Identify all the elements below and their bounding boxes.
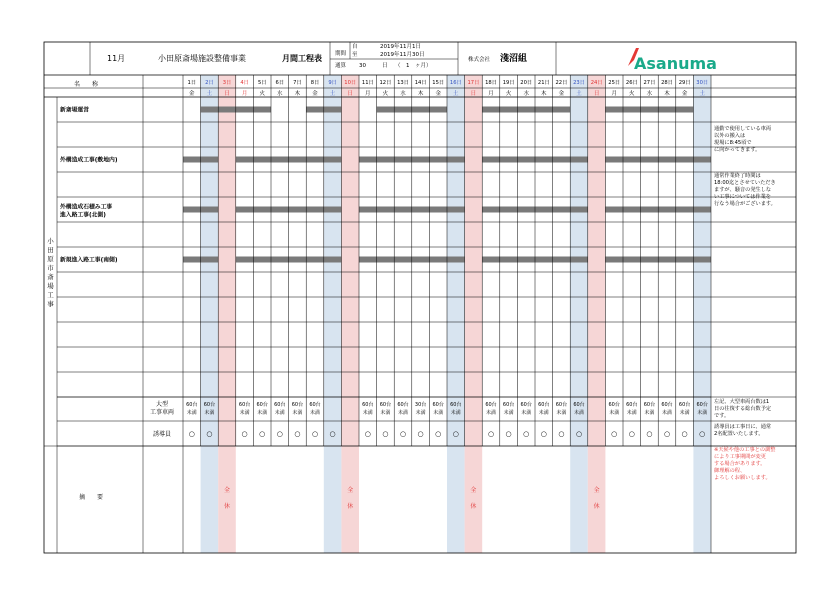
- guard-mark: ○: [558, 430, 565, 438]
- weekday-label: 月: [611, 91, 617, 97]
- day-number: 10日: [344, 80, 357, 86]
- total-label: 通算: [335, 63, 347, 69]
- note-line: する場合があります。: [714, 461, 766, 467]
- weekday-label: 日: [593, 91, 600, 97]
- guard-mark: ○: [628, 430, 635, 438]
- day-number: 8日: [310, 80, 320, 86]
- note-line: です。: [714, 413, 730, 419]
- truck-unit: 未満: [257, 410, 268, 416]
- day-number: 2日: [205, 80, 214, 86]
- note-line: 現場に8:45頃で: [714, 140, 752, 146]
- side-label-char: 小: [47, 237, 54, 245]
- weekend-column: [693, 75, 711, 553]
- note-line: い工事については作業を: [714, 194, 771, 200]
- truck-count: 60台: [485, 402, 497, 408]
- truck-count: 60台: [643, 402, 656, 408]
- day-number: 28日: [661, 80, 673, 86]
- guard-mark: ○: [241, 430, 248, 438]
- weekday-label: 火: [259, 91, 265, 97]
- task-label: 外構造成石積み工事: [60, 204, 113, 211]
- guard-mark: ○: [575, 430, 583, 438]
- guard-mark: ○: [188, 430, 195, 438]
- truck-count: 30台: [414, 402, 427, 408]
- truck-unit: 未満: [186, 410, 197, 416]
- weekday-label: 金: [681, 91, 688, 97]
- closure-char: 全: [470, 487, 477, 494]
- guard-label: 誘導員: [152, 431, 172, 438]
- weekend-column: [570, 75, 588, 553]
- day-number: 6日: [275, 80, 285, 86]
- guard-mark: ○: [663, 430, 671, 438]
- truck-unit: 未満: [450, 410, 461, 416]
- task-bar: [605, 107, 693, 113]
- truck-count: 60台: [450, 402, 462, 408]
- truck-count: 60台: [696, 402, 708, 408]
- months-text: （ 1 ヶ月）: [395, 63, 432, 69]
- weekday-label: 火: [505, 91, 512, 97]
- day-number: 16日: [449, 80, 462, 86]
- note-line: 御理解の程、: [714, 468, 746, 474]
- weekend-column: [588, 75, 606, 553]
- side-label-char: 工: [47, 291, 54, 299]
- weekday-label: 日: [347, 91, 353, 97]
- truck-count: 60台: [608, 402, 620, 408]
- weekday-label: 日: [224, 91, 230, 97]
- guard-mark: ○: [276, 430, 283, 438]
- project-name: 小田原斎場施設整備事業: [158, 54, 246, 63]
- closure-char: 休: [223, 503, 231, 510]
- truck-count: 60台: [573, 402, 585, 408]
- truck-unit: 未満: [521, 410, 532, 416]
- guard-mark: ○: [699, 430, 706, 438]
- truck-unit: 未満: [380, 410, 391, 416]
- weekend-column: [218, 75, 236, 553]
- day-number: 1日: [187, 80, 197, 86]
- day-number: 25日: [608, 80, 621, 86]
- total-days: 30: [359, 63, 366, 69]
- weekday-label: 土: [453, 91, 459, 97]
- truck-unit: 未満: [309, 410, 321, 416]
- weekday-label: 金: [312, 91, 318, 97]
- task-label: 外構造成工事(敷地内): [60, 157, 118, 164]
- truck-count: 60台: [538, 402, 550, 408]
- day-number: 15日: [432, 80, 445, 86]
- weekday-label: 木: [294, 91, 301, 97]
- guard-mark: ○: [452, 430, 459, 438]
- note-line: 左記、大型車両台数は1: [714, 399, 770, 405]
- side-label-char: 斎: [47, 273, 54, 281]
- guard-mark: ○: [646, 430, 653, 438]
- day-number: 30日: [696, 80, 709, 86]
- day-number: 24日: [590, 80, 603, 86]
- truck-unit: 未満: [626, 410, 637, 416]
- weekday-label: 日: [470, 91, 477, 97]
- truck-unit: 未満: [661, 410, 673, 416]
- name-column-label: 名 称: [74, 81, 99, 88]
- day-number: 26日: [625, 80, 638, 86]
- note-line: 2名配置いたします。: [714, 431, 764, 437]
- guard-mark: ○: [311, 430, 319, 438]
- weekday-label: 土: [206, 91, 213, 97]
- truck-unit: 未満: [239, 410, 250, 416]
- truck-unit: 未満: [485, 410, 497, 416]
- day-number: 12日: [379, 80, 392, 86]
- weekday-label: 火: [382, 91, 389, 97]
- truck-unit: 未満: [274, 410, 285, 416]
- weekday-label: 木: [664, 91, 670, 97]
- day-number: 5日: [257, 80, 267, 86]
- weekend-column: [465, 75, 483, 553]
- weekend-column: [324, 75, 342, 553]
- day-number: 29日: [678, 80, 691, 86]
- truck-unit: 未満: [697, 410, 708, 416]
- truck-unit: 未満: [397, 410, 409, 416]
- guard-mark: ○: [487, 430, 495, 438]
- note-line: ますが、騒音の発生しな: [714, 187, 772, 193]
- weekday-label: 水: [277, 91, 283, 97]
- guard-mark: ○: [681, 430, 688, 438]
- guard-mark: ○: [540, 430, 547, 438]
- closure-char: 全: [593, 487, 600, 494]
- weekday-label: 土: [576, 91, 582, 97]
- guard-mark: ○: [206, 430, 213, 438]
- month-label: 11月: [107, 54, 126, 63]
- day-number: 18日: [485, 80, 497, 86]
- day-number: 19日: [502, 80, 515, 86]
- note-line: よろしくお願いします。: [714, 475, 771, 481]
- truck-unit: 未満: [679, 410, 690, 416]
- side-label-char: 事: [47, 300, 54, 308]
- truck-count: 60台: [432, 402, 444, 408]
- note-line: に向かってきます。: [714, 147, 761, 153]
- weekday-label: 金: [189, 91, 195, 97]
- side-label-char: 原: [47, 255, 54, 263]
- closure-char: 全: [223, 487, 231, 494]
- weekday-label: 金: [435, 91, 441, 97]
- side-label-char: 市: [47, 264, 54, 272]
- to-label: 至: [352, 52, 358, 58]
- task-label: 新規進入路工事(南側): [60, 257, 118, 264]
- truck-unit: 未満: [538, 410, 549, 416]
- truck-unit: 未満: [362, 410, 373, 416]
- logo-text: Asanuma: [634, 54, 717, 73]
- truck-count: 60台: [397, 402, 409, 408]
- truck-unit: 未満: [415, 410, 426, 416]
- side-label-char: 田: [47, 246, 54, 254]
- truck-count: 60台: [502, 402, 515, 408]
- guard-mark: ○: [399, 430, 407, 438]
- note-line: により工事期間が変更: [714, 454, 766, 460]
- guard-mark: ○: [259, 430, 266, 438]
- closure-char: 休: [347, 503, 354, 510]
- day-number: 22日: [555, 80, 568, 86]
- guard-mark: ○: [523, 430, 530, 438]
- truck-count: 60台: [661, 402, 673, 408]
- remarks-label: 摘 要: [79, 494, 104, 501]
- truck-label-2: 工事車両: [149, 409, 175, 416]
- guard-mark: ○: [611, 430, 618, 438]
- truck-label-1: 大型: [155, 401, 169, 408]
- note-line: 以外の搬入は: [714, 133, 746, 139]
- day-number: 9日: [328, 80, 337, 86]
- task-label: 新斎場運営: [60, 107, 89, 114]
- days-unit: 日: [382, 63, 388, 69]
- note-line: 18:00迄とさせていただき: [714, 180, 776, 186]
- truck-unit: 未満: [609, 410, 620, 416]
- truck-unit: 未満: [503, 410, 514, 416]
- task-label-2: 進入路工事(北側): [60, 212, 106, 219]
- truck-count: 60台: [555, 402, 568, 408]
- note-line: 日の往復する総台数予定: [714, 406, 772, 412]
- weekday-label: 月: [488, 91, 494, 97]
- day-number: 27日: [643, 80, 656, 86]
- note-line: 誘導員は工事日に、通常: [714, 424, 772, 430]
- day-number: 7日: [293, 80, 302, 86]
- truck-count: 60台: [678, 402, 691, 408]
- weekday-label: 水: [646, 91, 653, 97]
- day-number: 11日: [361, 80, 374, 86]
- weekday-label: 火: [629, 91, 635, 97]
- doc-title: 月間工程表: [282, 54, 322, 63]
- company-name: 淺沼組: [500, 54, 528, 64]
- truck-unit: 未満: [433, 410, 444, 416]
- day-number: 23日: [573, 80, 585, 86]
- guard-mark: ○: [435, 430, 442, 438]
- day-number: 13日: [397, 80, 409, 86]
- truck-unit: 未満: [644, 410, 655, 416]
- truck-unit: 未満: [556, 410, 567, 416]
- truck-unit: 未満: [573, 410, 585, 416]
- guard-mark: ○: [294, 430, 301, 438]
- closure-char: 休: [593, 503, 600, 510]
- truck-count: 60台: [238, 402, 251, 408]
- day-number: 17日: [467, 80, 480, 86]
- day-number: 3日: [222, 80, 232, 86]
- closure-char: 全: [347, 487, 354, 494]
- guard-mark: ○: [364, 430, 371, 438]
- weekday-label: 土: [329, 91, 336, 97]
- weekday-label: 土: [699, 91, 705, 97]
- from-date: 2019年11月1日: [380, 44, 421, 50]
- task-bar: [482, 107, 570, 113]
- weekend-column: [341, 75, 359, 553]
- weekday-label: 木: [417, 91, 424, 97]
- guard-mark: ○: [382, 430, 389, 438]
- guard-mark: ○: [329, 430, 336, 438]
- truck-count: 60台: [379, 402, 392, 408]
- note-line: 通勤で使用している車両: [714, 126, 772, 132]
- day-number: 4日: [240, 80, 249, 86]
- period-label: 期間: [335, 51, 347, 57]
- guard-mark: ○: [505, 430, 512, 438]
- truck-count: 60台: [186, 402, 198, 408]
- truck-count: 60台: [520, 402, 532, 408]
- day-number: 20日: [520, 80, 533, 86]
- truck-unit: 未満: [204, 410, 215, 416]
- company-prefix: 株式会社: [468, 57, 491, 63]
- weekday-label: 水: [400, 91, 406, 97]
- from-label: 自: [352, 44, 358, 50]
- weekday-label: 月: [365, 91, 371, 97]
- truck-count: 60台: [203, 402, 216, 408]
- truck-count: 60台: [626, 402, 638, 408]
- weekend-column: [447, 75, 465, 553]
- note-line: ※天候や他の工事との調整: [714, 447, 776, 453]
- closure-char: 休: [470, 503, 477, 510]
- truck-unit: 未満: [292, 410, 303, 416]
- side-label-char: 場: [47, 282, 54, 290]
- truck-count: 60台: [256, 402, 268, 408]
- truck-count: 60台: [291, 402, 304, 408]
- to-date: 2019年11月30日: [380, 52, 425, 58]
- weekday-label: 木: [541, 91, 547, 97]
- weekday-label: 月: [241, 91, 248, 97]
- day-number: 14日: [414, 80, 427, 86]
- truck-count: 60台: [274, 402, 286, 408]
- truck-count: 60台: [309, 402, 321, 408]
- note-line: 通常作業終了時間は: [714, 173, 761, 179]
- guard-mark: ○: [417, 430, 424, 438]
- weekend-column: [201, 75, 219, 553]
- day-number: 21日: [537, 80, 550, 86]
- note-line: 行なう場合がございます。: [714, 201, 776, 207]
- truck-count: 60台: [362, 402, 374, 408]
- weekday-label: 水: [523, 91, 529, 97]
- weekday-label: 金: [558, 91, 565, 97]
